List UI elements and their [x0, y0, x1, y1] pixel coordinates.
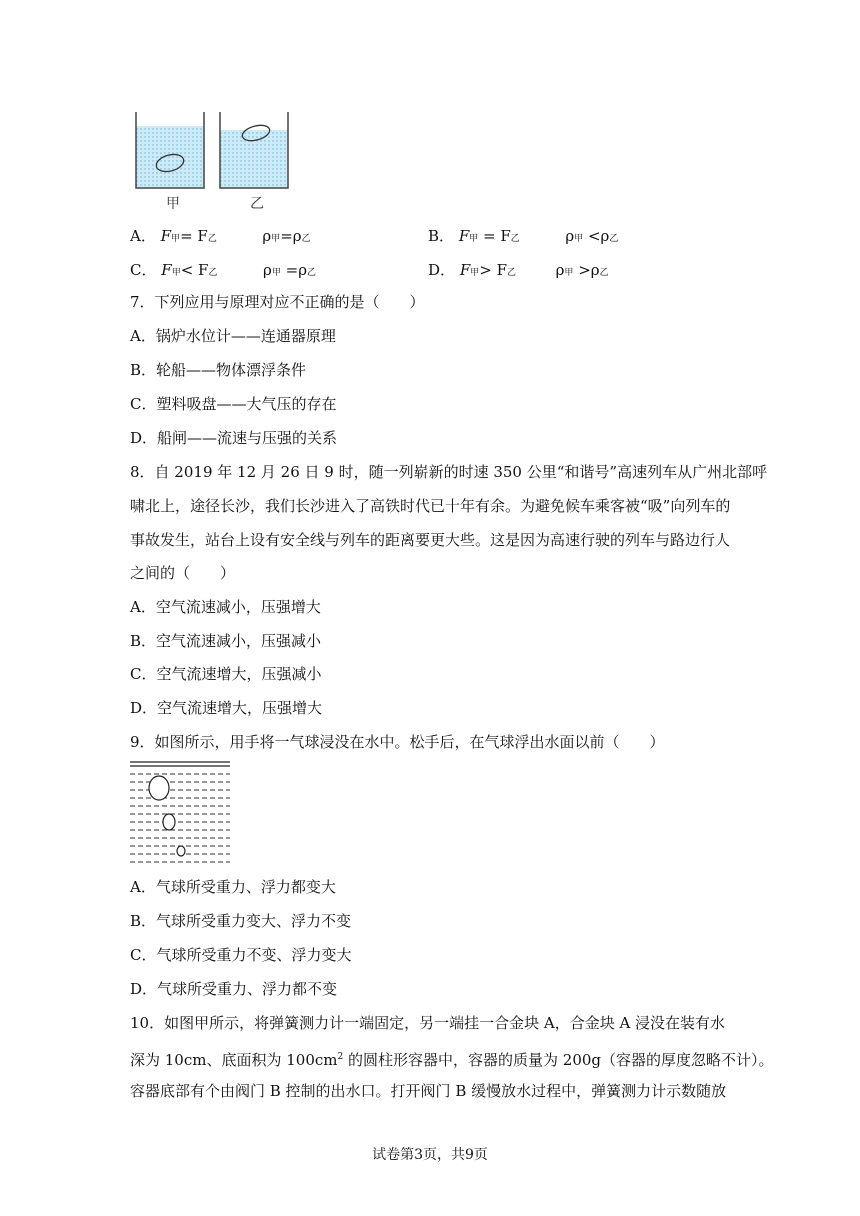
q6-option-b: B． F甲 = F乙 ρ甲 <ρ乙 — [428, 227, 619, 245]
q9-stem: 9．如图所示，用手将一气球浸没在水中。松手后，在气球浮出水面以前（ ） — [130, 733, 665, 751]
q7-option-a: A．锅炉水位计——连通器原理 — [130, 327, 336, 345]
q7-option-b: B．轮船——物体漂浮条件 — [130, 361, 307, 379]
left-beaker-water — [136, 126, 204, 188]
beaker-figure — [128, 108, 296, 212]
page-footer: 试卷第3页，共9页 — [372, 1147, 488, 1163]
q8-option-a: A．空气流速减小，压强增大 — [130, 598, 321, 616]
q8-option-c: C．空气流速增大，压强减小 — [130, 665, 322, 683]
q9-option-b: B．气球所受重力变大、浮力不变 — [130, 912, 352, 930]
balloon-figure — [128, 760, 232, 870]
q8-line-1: 8．自 2019 年 12 月 26 日 9 时，随一列崭新的时速 350 公里“和谐号”高速列车从广州北部呼 — [130, 463, 768, 481]
q9-option-d: D．气球所受重力、浮力都不变 — [130, 980, 338, 998]
q9-option-c: C．气球所受重力不变、浮力变大 — [130, 946, 352, 964]
right-beaker-water — [220, 130, 288, 188]
q8-line-4: 之间的（ ） — [130, 564, 236, 582]
label-right: 乙 — [250, 196, 264, 212]
large-bubble — [149, 776, 169, 800]
q8-line-3: 事故发生，站台上设有安全线与列车的距离要更大些。这是因为高速行驶的列车与路边行人 — [130, 531, 731, 549]
q9-option-a: A．气球所受重力、浮力都变大 — [130, 878, 336, 896]
label-left: 甲 — [166, 196, 180, 212]
q8-option-b: B．空气流速减小，压强减小 — [130, 632, 322, 650]
small-bubble — [177, 846, 185, 856]
q7-option-d: D．船闸——流速与压强的关系 — [130, 429, 338, 447]
q6-option-c: C． F甲< F乙 ρ甲 =ρ乙 — [130, 261, 317, 279]
q8-line-2: 啸北上，途径长沙，我们长沙进入了高铁时代已十年有余。为避免候车乘客被“吸”向列车的 — [130, 497, 731, 515]
q6-option-d: D． F甲> F乙 ρ甲 >ρ乙 — [428, 261, 609, 279]
q10-line-2: 深为 10cm、底面积为 $100cm^2$ 的圆柱形容器中，容器的质量为 200g（容器的厚度忽略不计）。 — [130, 1051, 774, 1069]
q10-line-1: 10．如图甲所示，将弹簧测力计一端固定，另一端挂一合金块 A，合金块 A 浸没在装有水 — [130, 1014, 726, 1032]
q7-option-c: C．塑料吸盘——大气压的存在 — [130, 395, 337, 413]
q6-option-a: A． F甲= F乙 ρ甲=ρ乙 — [130, 227, 311, 245]
medium-bubble — [163, 814, 175, 830]
q7-stem: 7．下列应用与原理对应不正确的是（ ） — [130, 293, 425, 311]
q10-line-3: 容器底部有个由阀门 B 控制的出水口。打开阀门 B 缓慢放水过程中，弹簧测力计示数随放 — [130, 1082, 727, 1100]
q8-option-d: D．空气流速增大，压强增大 — [130, 699, 323, 717]
